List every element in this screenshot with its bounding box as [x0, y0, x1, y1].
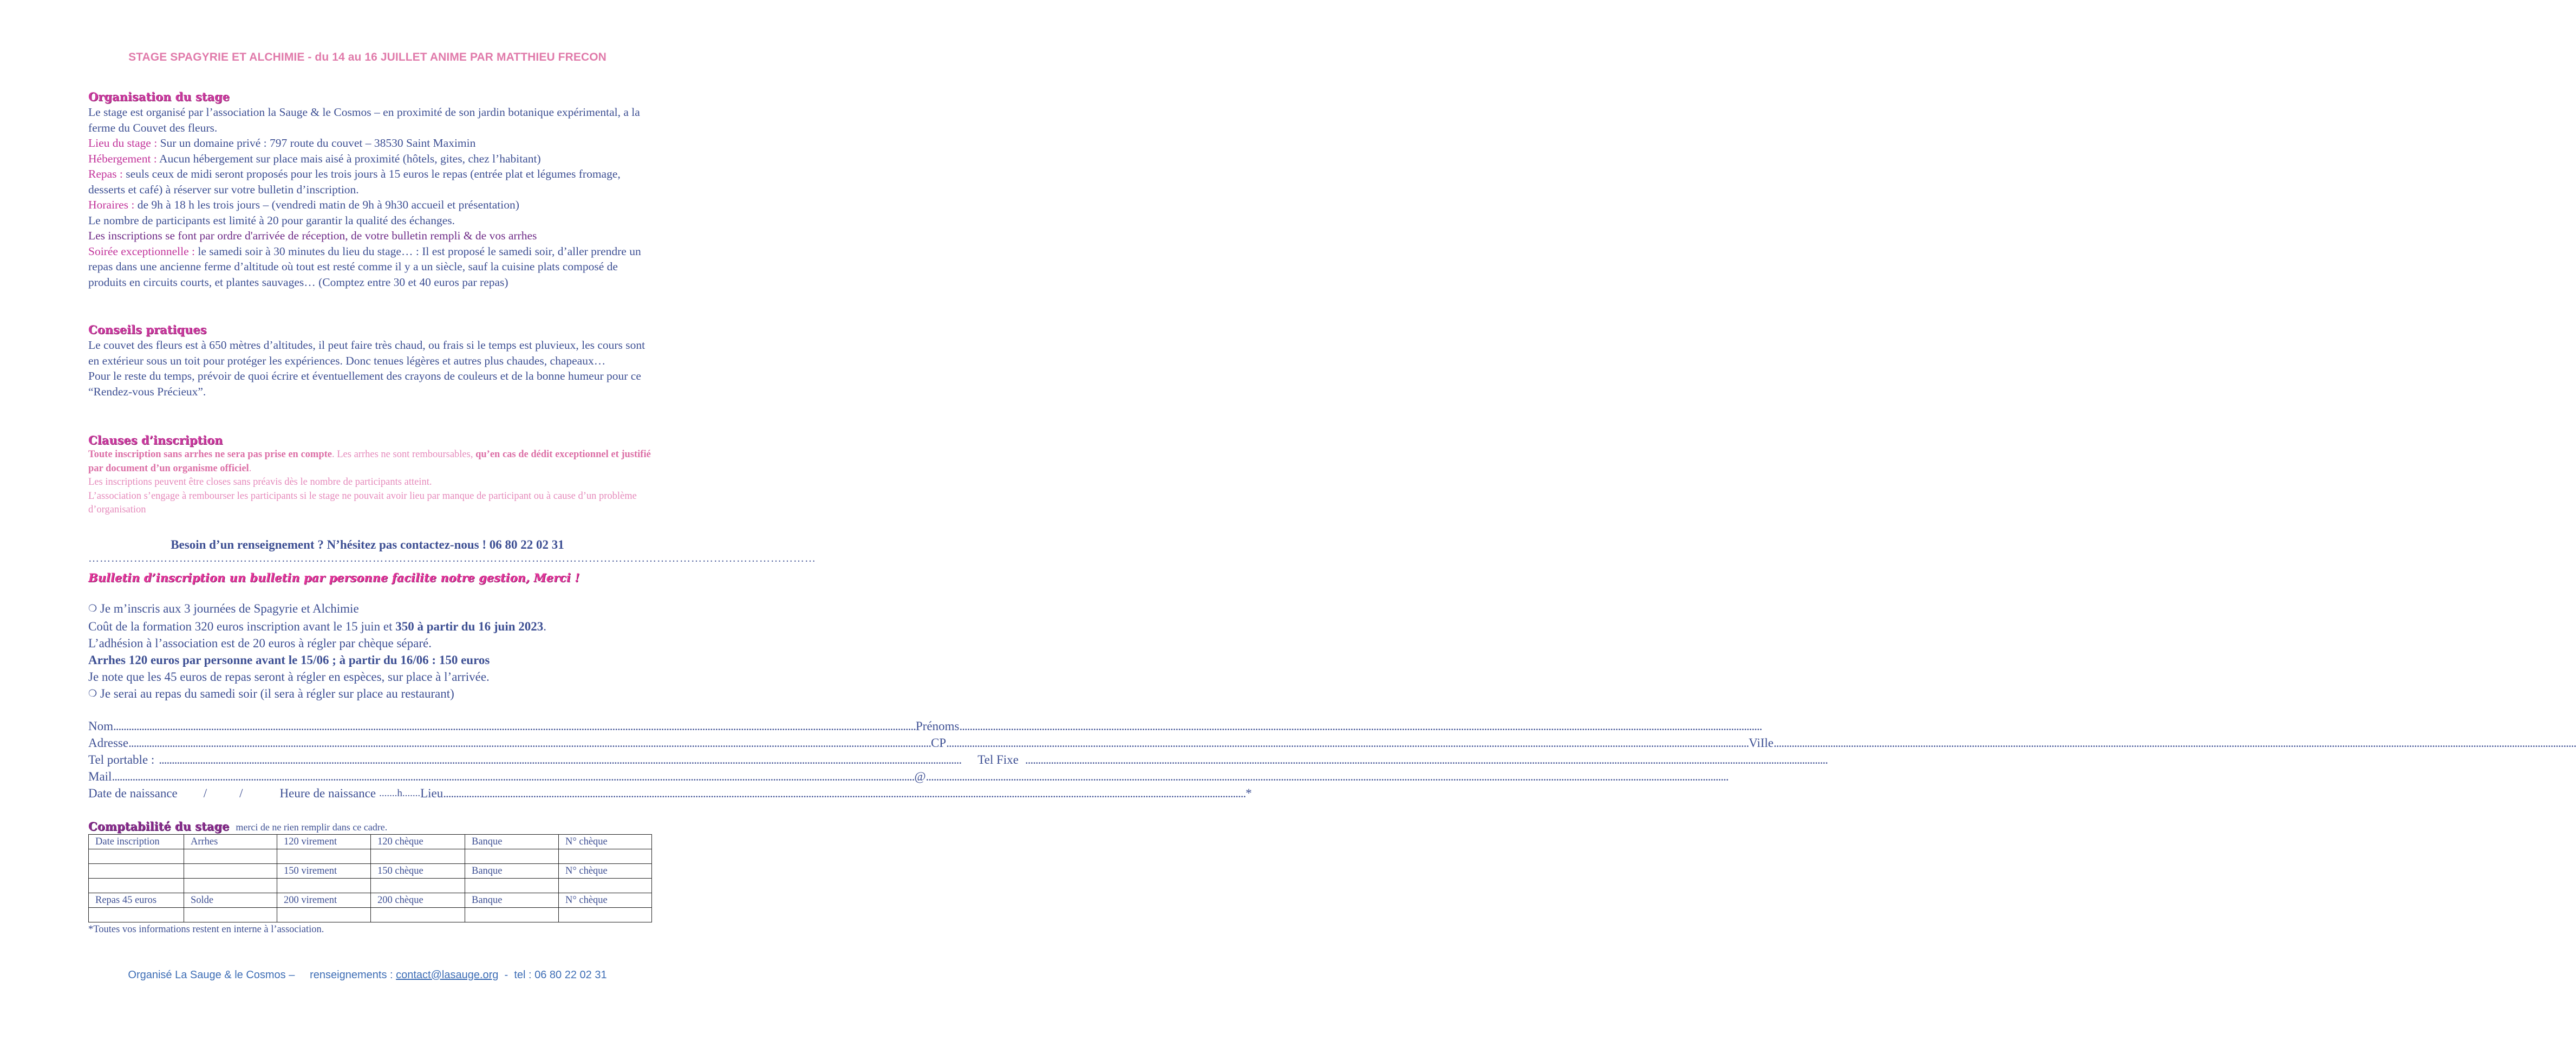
table-cell: [371, 849, 465, 864]
heure-naissance-label: Heure de naissance: [279, 786, 376, 800]
tel-portable-label: Tel portable :: [88, 753, 155, 766]
organisation-heading: Organisation du stage: [88, 90, 230, 103]
date-naissance-label: Date de naissance: [88, 786, 178, 800]
table-cell: N° chèque: [559, 893, 652, 908]
footer: [0, 969, 735, 981]
clauses-body: [88, 448, 657, 517]
hebergement-line: [88, 151, 657, 167]
table-cell: [184, 908, 277, 922]
mail-field[interactable]: [112, 768, 914, 785]
footer-left: Organisé La Sauge & le Cosmos – renseignements :: [128, 969, 396, 981]
repas-label: Repas :: [88, 167, 123, 180]
clauses-line2: Les inscriptions peuvent être closes sans préavis dès le nombre de participants atteint.: [88, 477, 432, 487]
table-cell: 150 virement: [277, 864, 371, 879]
form-row-mail: [88, 768, 926, 785]
registration-section: [88, 600, 662, 703]
mail-label: Mail: [88, 770, 112, 783]
cost-line: [88, 618, 662, 635]
table-cell: [184, 864, 277, 879]
clauses-line3: L’association s’engage à rembourser les participants si le stage ne pouvait avoir lieu par manque de participant ou à cause d’un problème d’organisation: [88, 490, 637, 515]
adresse-label: Adresse: [88, 736, 129, 750]
footnote: *Toutes vos informations restent en interne à l’association.: [88, 924, 324, 935]
nom-field[interactable]: [113, 718, 916, 734]
conseils-section: [88, 322, 657, 399]
table-cell: Date inscription: [89, 835, 184, 849]
inscriptions-ordre-line: Les inscriptions se font par ordre d'arrivée de réception, de votre bulletin rempli & de vos arrhes: [88, 229, 537, 242]
compta-heading: Comptabilité du stage: [88, 820, 230, 833]
form-row-naissance: [88, 785, 1252, 802]
cost-bold: 350 à partir du 16 juin 2023: [395, 620, 544, 633]
footer-email-link[interactable]: contact@lasauge.org: [396, 969, 499, 981]
conseils-p1: Le couvet des fleurs est à 650 mètres d’altitudes, il peut faire très chaud, ou frais si le temps est pluvieux, les cours sont en extérieur sous un toit pour protéger les expériences. Donc tenues légères et autres plus chaudes, chapeaux…: [88, 339, 645, 367]
option-inscription-label: Je m’inscris aux 3 journées de Spagyrie et Alchimie: [97, 602, 359, 615]
option-repas-label: Je serai au repas du samedi soir (il sera à régler sur place au restaurant): [97, 687, 454, 700]
table-cell: Solde: [184, 893, 277, 908]
bulletin-title: Bulletin d’inscription un bulletin par personne facilite notre gestion, Merci !: [88, 571, 580, 584]
option-repas-samedi[interactable]: [88, 685, 662, 703]
table-cell: [371, 908, 465, 922]
table-row: [89, 864, 652, 879]
table-cell: [277, 908, 371, 922]
tel-fixe-field[interactable]: [1025, 751, 1828, 768]
table-cell: [465, 879, 559, 893]
table-cell: Banque: [465, 864, 559, 879]
clauses-normal2: .: [249, 463, 252, 474]
option-inscription[interactable]: [88, 600, 662, 618]
table-cell: Banque: [465, 893, 559, 908]
table-cell: [277, 879, 371, 893]
table-row: [89, 893, 652, 908]
clauses-heading: Clauses d’inscription: [88, 433, 223, 447]
horaires-value: de 9h à 18 h les trois jours – (vendredi matin de 9h à 9h30 accueil et présentation): [134, 198, 519, 211]
asterisk: *: [1245, 786, 1252, 800]
conseils-p2: Pour le reste du temps, prévoir de quoi écrire et éventuellement des crayons de couleurs et de la bonne humeur pour ce “Rendez-vous Précieux”.: [88, 369, 641, 398]
separator-dots: …………………………………………………………………………………………………………………………………………………………………………: [88, 552, 816, 564]
mail-domain-field[interactable]: [926, 768, 1729, 785]
lieu-label: Lieu du stage :: [88, 136, 158, 150]
cost-end: .: [543, 620, 547, 633]
cost-text: Coût de la formation 320 euros inscription avant le 15 juin et: [88, 620, 396, 633]
page-title: STAGE SPAGYRIE ET ALCHIMIE - du 14 au 16 JUILLET ANIME PAR MATTHIEU FRECON: [128, 51, 606, 63]
compta-header: [88, 819, 387, 834]
table-cell: [465, 849, 559, 864]
table-cell: Repas 45 euros: [89, 893, 184, 908]
table-cell: [277, 849, 371, 864]
table-cell: [559, 849, 652, 864]
compta-note: merci de ne rien remplir dans ce cadre.: [236, 822, 388, 833]
table-cell: [465, 908, 559, 922]
conseils-heading: Conseils pratiques: [88, 323, 207, 336]
table-row: [89, 879, 652, 893]
table-cell: 200 virement: [277, 893, 371, 908]
clauses-bold1: Toute inscription sans arrhes ne sera pas prise en compte: [88, 449, 332, 460]
table-cell: [89, 849, 184, 864]
lieu-value: Sur un domaine privé : 797 route du couvet – 38530 Saint Maximin: [157, 136, 476, 150]
table-row: [89, 835, 652, 849]
table-cell: 200 chèque: [371, 893, 465, 908]
arrhes-line: Arrhes 120 euros par personne avant le 15/06 ; à partir du 16/06 : 150 euros: [88, 653, 490, 667]
tel-portable-field[interactable]: [159, 751, 961, 768]
table-row: [89, 908, 652, 922]
hebergement-label: Hébergement :: [88, 152, 157, 165]
table-cell: 120 chèque: [371, 835, 465, 849]
ville-field[interactable]: [1773, 734, 2576, 751]
organisation-body: [88, 105, 657, 290]
table-cell: 120 virement: [277, 835, 371, 849]
table-cell: Arrhes: [184, 835, 277, 849]
prenoms-label: Prénoms: [916, 719, 960, 733]
form-row-adresse: [88, 734, 1774, 751]
radio-circle-icon[interactable]: ❍: [88, 688, 97, 699]
date-slash-1[interactable]: /: [203, 786, 207, 800]
lieu-label: Lieu: [420, 786, 444, 800]
table-cell: Banque: [465, 835, 559, 849]
table-cell: [89, 908, 184, 922]
repas-line: [88, 166, 657, 197]
table-cell: [89, 879, 184, 893]
table-cell: N° chèque: [559, 864, 652, 879]
soiree-label: Soirée exceptionnelle :: [88, 244, 195, 258]
radio-circle-icon[interactable]: ❍: [88, 603, 97, 614]
horaires-line: [88, 197, 657, 213]
table-cell: [89, 864, 184, 879]
table-cell: [371, 879, 465, 893]
compta-table: [88, 834, 652, 922]
form-row-tel: [88, 751, 1019, 768]
horaires-label: Horaires :: [88, 198, 135, 211]
adhesion-line: L’adhésion à l’association est de 20 euros à régler par chèque séparé.: [88, 636, 432, 650]
soiree-line: [88, 244, 657, 290]
clauses-normal1: . Les arrhes ne sont remboursables,: [332, 449, 476, 460]
clauses-line1: [88, 448, 657, 476]
prenoms-field[interactable]: [960, 718, 1762, 734]
organisation-intro: Le stage est organisé par l’association la Sauge & le Cosmos – en proximité de son jardin botanique expérimental, a la ferme du Couvet des fleurs.: [88, 106, 640, 134]
table-cell: N° chèque: [559, 835, 652, 849]
table-cell: [559, 879, 652, 893]
hebergement-value: Aucun hébergement sur place mais aisé à proximité (hôtels, gites, chez l’habitant): [156, 152, 541, 165]
table-cell: [184, 879, 277, 893]
cp-label: CP: [931, 736, 947, 750]
soiree-value: le samedi soir à 30 minutes du lieu du stage… : Il est proposé le samedi soir, d’aller prendre un repas dans une ancienne ferme d’altitude où tout est resté comme il y a un siècle, sauf la cuisine plats composé de produits en circuits courts, et plantes sauvages… (Comptez entre 30 et 40 euros par repas): [88, 244, 641, 289]
organisation-section: [88, 89, 657, 290]
table-row: [89, 849, 652, 864]
contact-form: [88, 718, 1774, 802]
clauses-bold2: qu’en cas de dédit exceptionnel et justifié par document d’un organisme officiel: [88, 449, 651, 474]
footer-right: - tel : 06 80 22 02 31: [498, 969, 607, 981]
at-sign: @: [914, 770, 926, 783]
tel-fixe-label: Tel Fixe: [977, 753, 1019, 766]
participants-line: Le nombre de participants est limité à 20 pour garantir la qualité des échanges.: [88, 213, 455, 227]
table-cell: [559, 908, 652, 922]
lieu-field[interactable]: [443, 785, 1245, 802]
repas-note-line: Je note que les 45 euros de repas seront à régler en espèces, sur place à l’arrivée.: [88, 670, 490, 684]
lieu-line: [88, 135, 657, 151]
contact-line: Besoin d’un renseignement ? N’hésitez pas contactez-nous ! 06 80 22 02 31: [171, 538, 564, 551]
cp-field[interactable]: [946, 734, 1749, 751]
adresse-field[interactable]: [128, 734, 931, 751]
table-cell: [184, 849, 277, 864]
table-cell: 150 chèque: [371, 864, 465, 879]
form-row-nom: [88, 718, 960, 734]
ville-label: ViIle: [1749, 736, 1774, 750]
heure-field[interactable]: .......h.......: [379, 788, 421, 799]
date-slash-2[interactable]: /: [239, 786, 243, 800]
repas-value: seuls ceux de midi seront proposés pour les trois jours à 15 euros le repas (entrée plat et légumes fromage, desserts et café) à réserver sur votre bulletin d’inscription.: [88, 167, 621, 196]
nom-label: Nom: [88, 719, 113, 733]
clauses-section: [88, 433, 657, 517]
